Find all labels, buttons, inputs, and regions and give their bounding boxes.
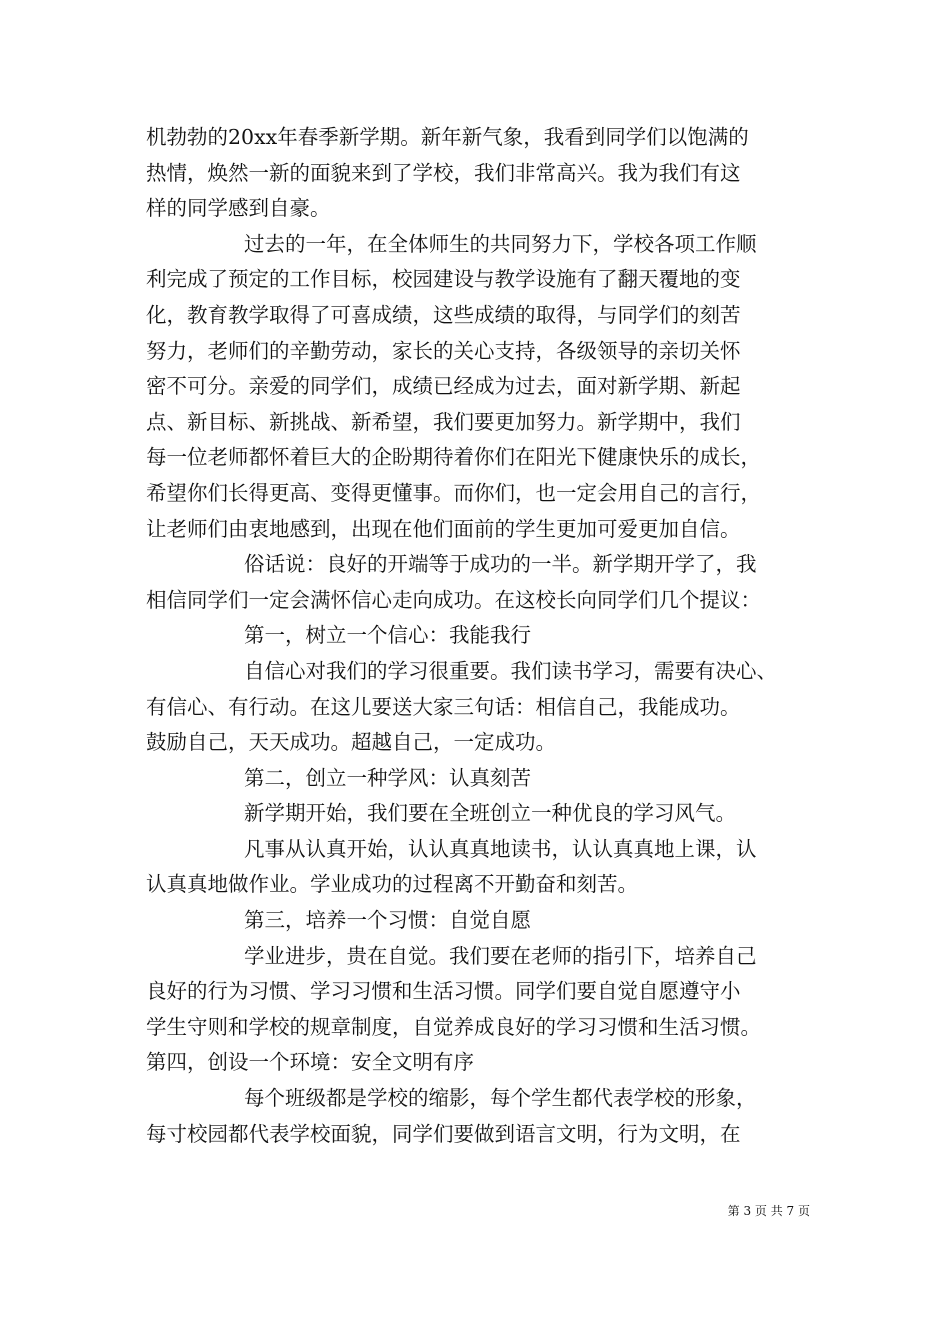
- text-line: 化，教育教学取得了可喜成绩，这些成绩的取得，与同学们的刻苦: [146, 302, 741, 327]
- text-line: 每寸校园都代表学校面貌，同学们要做到语言文明，行为文明，在: [146, 1121, 741, 1146]
- paragraph-start: 自信心对我们的学习很重要。我们读书学习，需要有决心、: [244, 658, 777, 683]
- text-line: 相信同学们一定会满怀信心走向成功。在这校长向同学们几个提议：: [146, 587, 761, 612]
- text-line: 机勃勃的20xx年春季新学期。新年新气象，我看到同学们以饱满的: [146, 125, 749, 149]
- page-number-footer: 第 3 页 共 7 页: [727, 1204, 810, 1218]
- text-line: 鼓励自己，天天成功。超越自己，一定成功。: [146, 730, 556, 755]
- section-heading-4: 第四，创设一个环境：安全文明有序: [146, 1050, 474, 1075]
- text-line: 认真真地做作业。学业成功的过程离不开勤奋和刻苦。: [146, 872, 638, 897]
- section-heading-2: 第二，创立一种学风：认真刻苦: [244, 765, 531, 790]
- text-line: 密不可分。亲爱的同学们，成绩已经成为过去，面对新学期、新起: [146, 374, 741, 399]
- paragraph-start: 每个班级都是学校的缩影，每个学生都代表学校的形象，: [244, 1086, 757, 1111]
- text-line: 样的同学感到自豪。: [146, 196, 331, 221]
- section-heading-3: 第三，培养一个习惯：自觉自愿: [244, 908, 531, 933]
- body-text: [146, 120, 806, 1152]
- paragraph-start: 学业进步，贵在自觉。我们要在老师的指引下，培养自己: [244, 943, 757, 968]
- paragraph-start: 过去的一年，在全体师生的共同努力下，学校各项工作顺: [244, 231, 757, 256]
- text-line: 利完成了预定的工作目标，校园建设与教学设施有了翻天覆地的变: [146, 267, 741, 292]
- paragraph-start: 凡事从认真开始，认认真真地读书，认认真真地上课，认: [244, 836, 757, 861]
- text-line: 良好的行为习惯、学习习惯和生活习惯。同学们要自觉自愿遵守小: [146, 979, 741, 1004]
- text-line: 努力，老师们的辛勤劳动，家长的关心支持，各级领导的亲切关怀: [146, 338, 741, 363]
- text-line: 希望你们长得更高、变得更懂事。而你们，也一定会用自己的言行，: [146, 480, 761, 505]
- text-line: 点、新目标、新挑战、新希望，我们要更加努力。新学期中，我们: [146, 409, 741, 434]
- text-line: 每一位老师都怀着巨大的企盼期待着你们在阳光下健康快乐的成长，: [146, 445, 761, 470]
- text-line: 热情，焕然一新的面貌来到了学校，我们非常高兴。我为我们有这: [146, 160, 741, 185]
- text-line: 有信心、有行动。在这儿要送大家三句话：相信自己，我能成功。: [146, 694, 741, 719]
- text-line: 让老师们由衷地感到，出现在他们面前的学生更加可爱更加自信。: [146, 516, 741, 541]
- paragraph-start: 俗话说：良好的开端等于成功的一半。新学期开学了，我: [244, 552, 757, 577]
- section-heading-1: 第一，树立一个信心：我能我行: [244, 623, 531, 648]
- text-line: 学生守则和学校的规章制度，自觉养成良好的学习习惯和生活习惯。: [146, 1014, 761, 1039]
- paragraph-start: 新学期开始，我们要在全班创立一种优良的学习风气。: [244, 801, 736, 826]
